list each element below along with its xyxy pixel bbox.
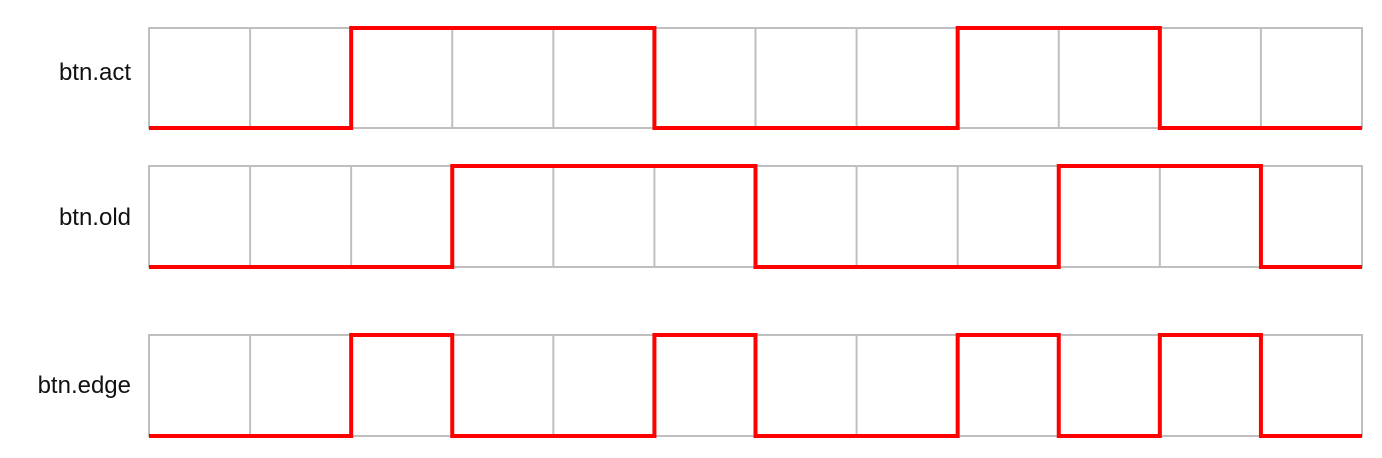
- signal-label-btn-edge: btn.edge: [37, 372, 131, 399]
- signal-label-btn-old: btn.old: [58, 204, 131, 231]
- signal-wave-btn-old: [149, 166, 1362, 267]
- signal-label-btn-act: btn.act: [58, 59, 131, 86]
- signal-row-btn-act: [59, 28, 1362, 128]
- signal-row-btn-old: [59, 166, 1362, 267]
- signal-wave-btn-edge: [149, 335, 1362, 436]
- signal-row-btn-edge: [38, 335, 1362, 436]
- signal-grid-btn-act: [149, 28, 1362, 128]
